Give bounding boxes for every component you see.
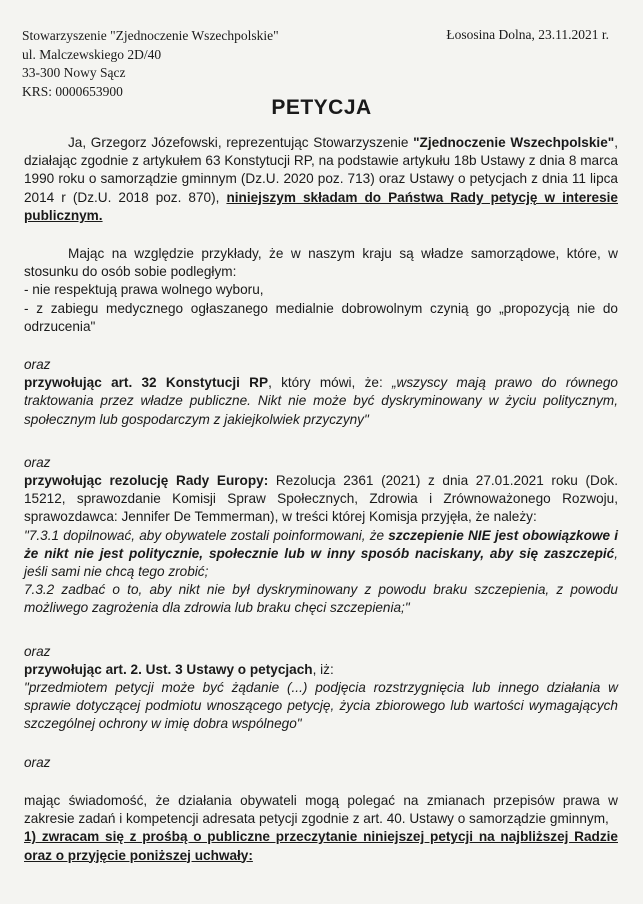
petition-body <box>24 134 618 865</box>
examples-lead: Mając na względzie przykłady, że w naszym kraju są władze samorządowe, które, w stosunku do osób sobie podległym: <box>24 246 618 280</box>
art2-paragraph <box>24 661 618 679</box>
art32-quote: „wszyscy mają prawo do równego traktowania przez władze publiczne. Nikt nie może być dyskryminowany w życiu politycznym, społecznym lub gospodarczym z jakiejkolwiek przyczyny" <box>24 375 618 427</box>
art2-block <box>24 643 618 734</box>
art32-mid: , który mówi, że: <box>268 375 393 391</box>
art32-block <box>24 356 618 429</box>
resolution-quote-1 <box>24 527 618 582</box>
sender-address <box>22 27 279 101</box>
place-date: Łososina Dolna, 23.11.2021 r. <box>446 27 609 42</box>
examples-block <box>24 245 618 336</box>
art2-mid: , iż: <box>312 661 334 677</box>
awareness-block <box>24 754 618 865</box>
oraz-label: oraz <box>24 454 51 470</box>
art2-lead: przywołując art. 2. Ust. 3 Ustawy o petycjach <box>24 661 313 677</box>
art2-quote: "przedmiotem petycji może być żądanie (...) podjęcia rozstrzygnięcia lub innego działania w sprawie dotyczącej podmiotu wnoszącego petycję, życia zbiorowego lub wartości wymagających szczególnej ochrony w imię dobra wspólnego" <box>24 680 618 732</box>
intro-organization: "Zjednoczenie Wszechpolskie" <box>413 135 615 150</box>
resolution-lead: przywołując rezolucję Rady Europy: <box>24 473 269 489</box>
sender-city: 33-300 Nowy Sącz <box>22 65 126 80</box>
sender-krs: KRS: 0000653900 <box>22 83 123 99</box>
resolution-block <box>24 454 618 618</box>
intro-statement: niniejszym składam do Państwa Rady petycję w interesie publicznym. <box>24 189 618 223</box>
awareness-paragraph: mając świadomość, że działania obywateli mogą polegać na zmianach przepisów prawa w zakresie zadań i kompetencji adresata petycji zgodnie z art. 40. Ustawy o samorządzie gminnym, <box>24 792 618 827</box>
examples-item-1: - nie respektują prawa wolnego wyboru, <box>24 282 264 298</box>
resolution-quote-1a: "7.3.1 dopilnować, aby obywatele zostali poinformowani, że <box>24 527 389 543</box>
oraz-label: oraz <box>24 357 51 373</box>
oraz-label: oraz <box>24 754 51 770</box>
art32-lead: przywołując art. 32 Konstytucji RP <box>24 375 269 391</box>
art32-paragraph <box>24 374 618 429</box>
request-paragraph: 1) zwracam się z prośbą o publiczne przeczytanie niniejszej petycji na najbliższej Radzie oraz o przyjęcie poniższej uchwały: <box>24 829 618 863</box>
resolution-paragraph <box>24 472 618 527</box>
intro-paragraph <box>24 134 618 225</box>
resolution-quote-1b: szczepienie NIE jest obowiązkowe i że nikt nie jest politycznie, społecznie lub w inny sposób naciskany, aby się zaszczepić <box>24 527 618 561</box>
examples-item-2: - z zabiegu medycznego ogłaszanego medialnie dobrowolnym czynią go „propozycją nie do odrzucenia" <box>24 300 618 334</box>
intro-text-2: , działając zgodnie z artykułem 63 Konstytucji RP, na podstawie artykułu 18b Ustawy z dnia 8 marca 1990 roku o samorządzie gminnym (Dz.U. 2020 poz. 713) oraz Ustawy o petycjach z dnia 11 lipca 2014 r (Dz.U. 2018 poz. 870), <box>24 135 618 205</box>
resolution-quote-1c: , jeśli sami nie chcą tego zrobić; <box>24 545 618 580</box>
intro-text-1: Ja, Grzegorz Józefowski, reprezentując Stowarzyszenie <box>68 135 414 150</box>
resolution-text: Rezolucja 2361 (2021) z dnia 27.01.2021 roku (Dok. 15212, sprawozdanie Komisji Spraw Społecznych, Zdrowia i Zrównoważonego Rozwoju, sprawozdawca: Jennifer De Temmerman), w treści której Komisja przyjęła, że należy: <box>24 473 618 525</box>
resolution-quote-2: 7.3.2 zadbać o to, aby nikt nie był dyskryminowany z powodu braku szczepienia, z powodu możliwego zagrożenia dla zdrowia lub braku chęci szczepienia;" <box>24 582 618 616</box>
sender-organization: Stowarzyszenie "Zjednoczenie Wszechpolskie" <box>22 28 279 43</box>
oraz-label: oraz <box>24 643 51 659</box>
sender-street: ul. Malczewskiego 2D/40 <box>22 46 162 62</box>
document-title: PETYCJA <box>271 96 372 119</box>
